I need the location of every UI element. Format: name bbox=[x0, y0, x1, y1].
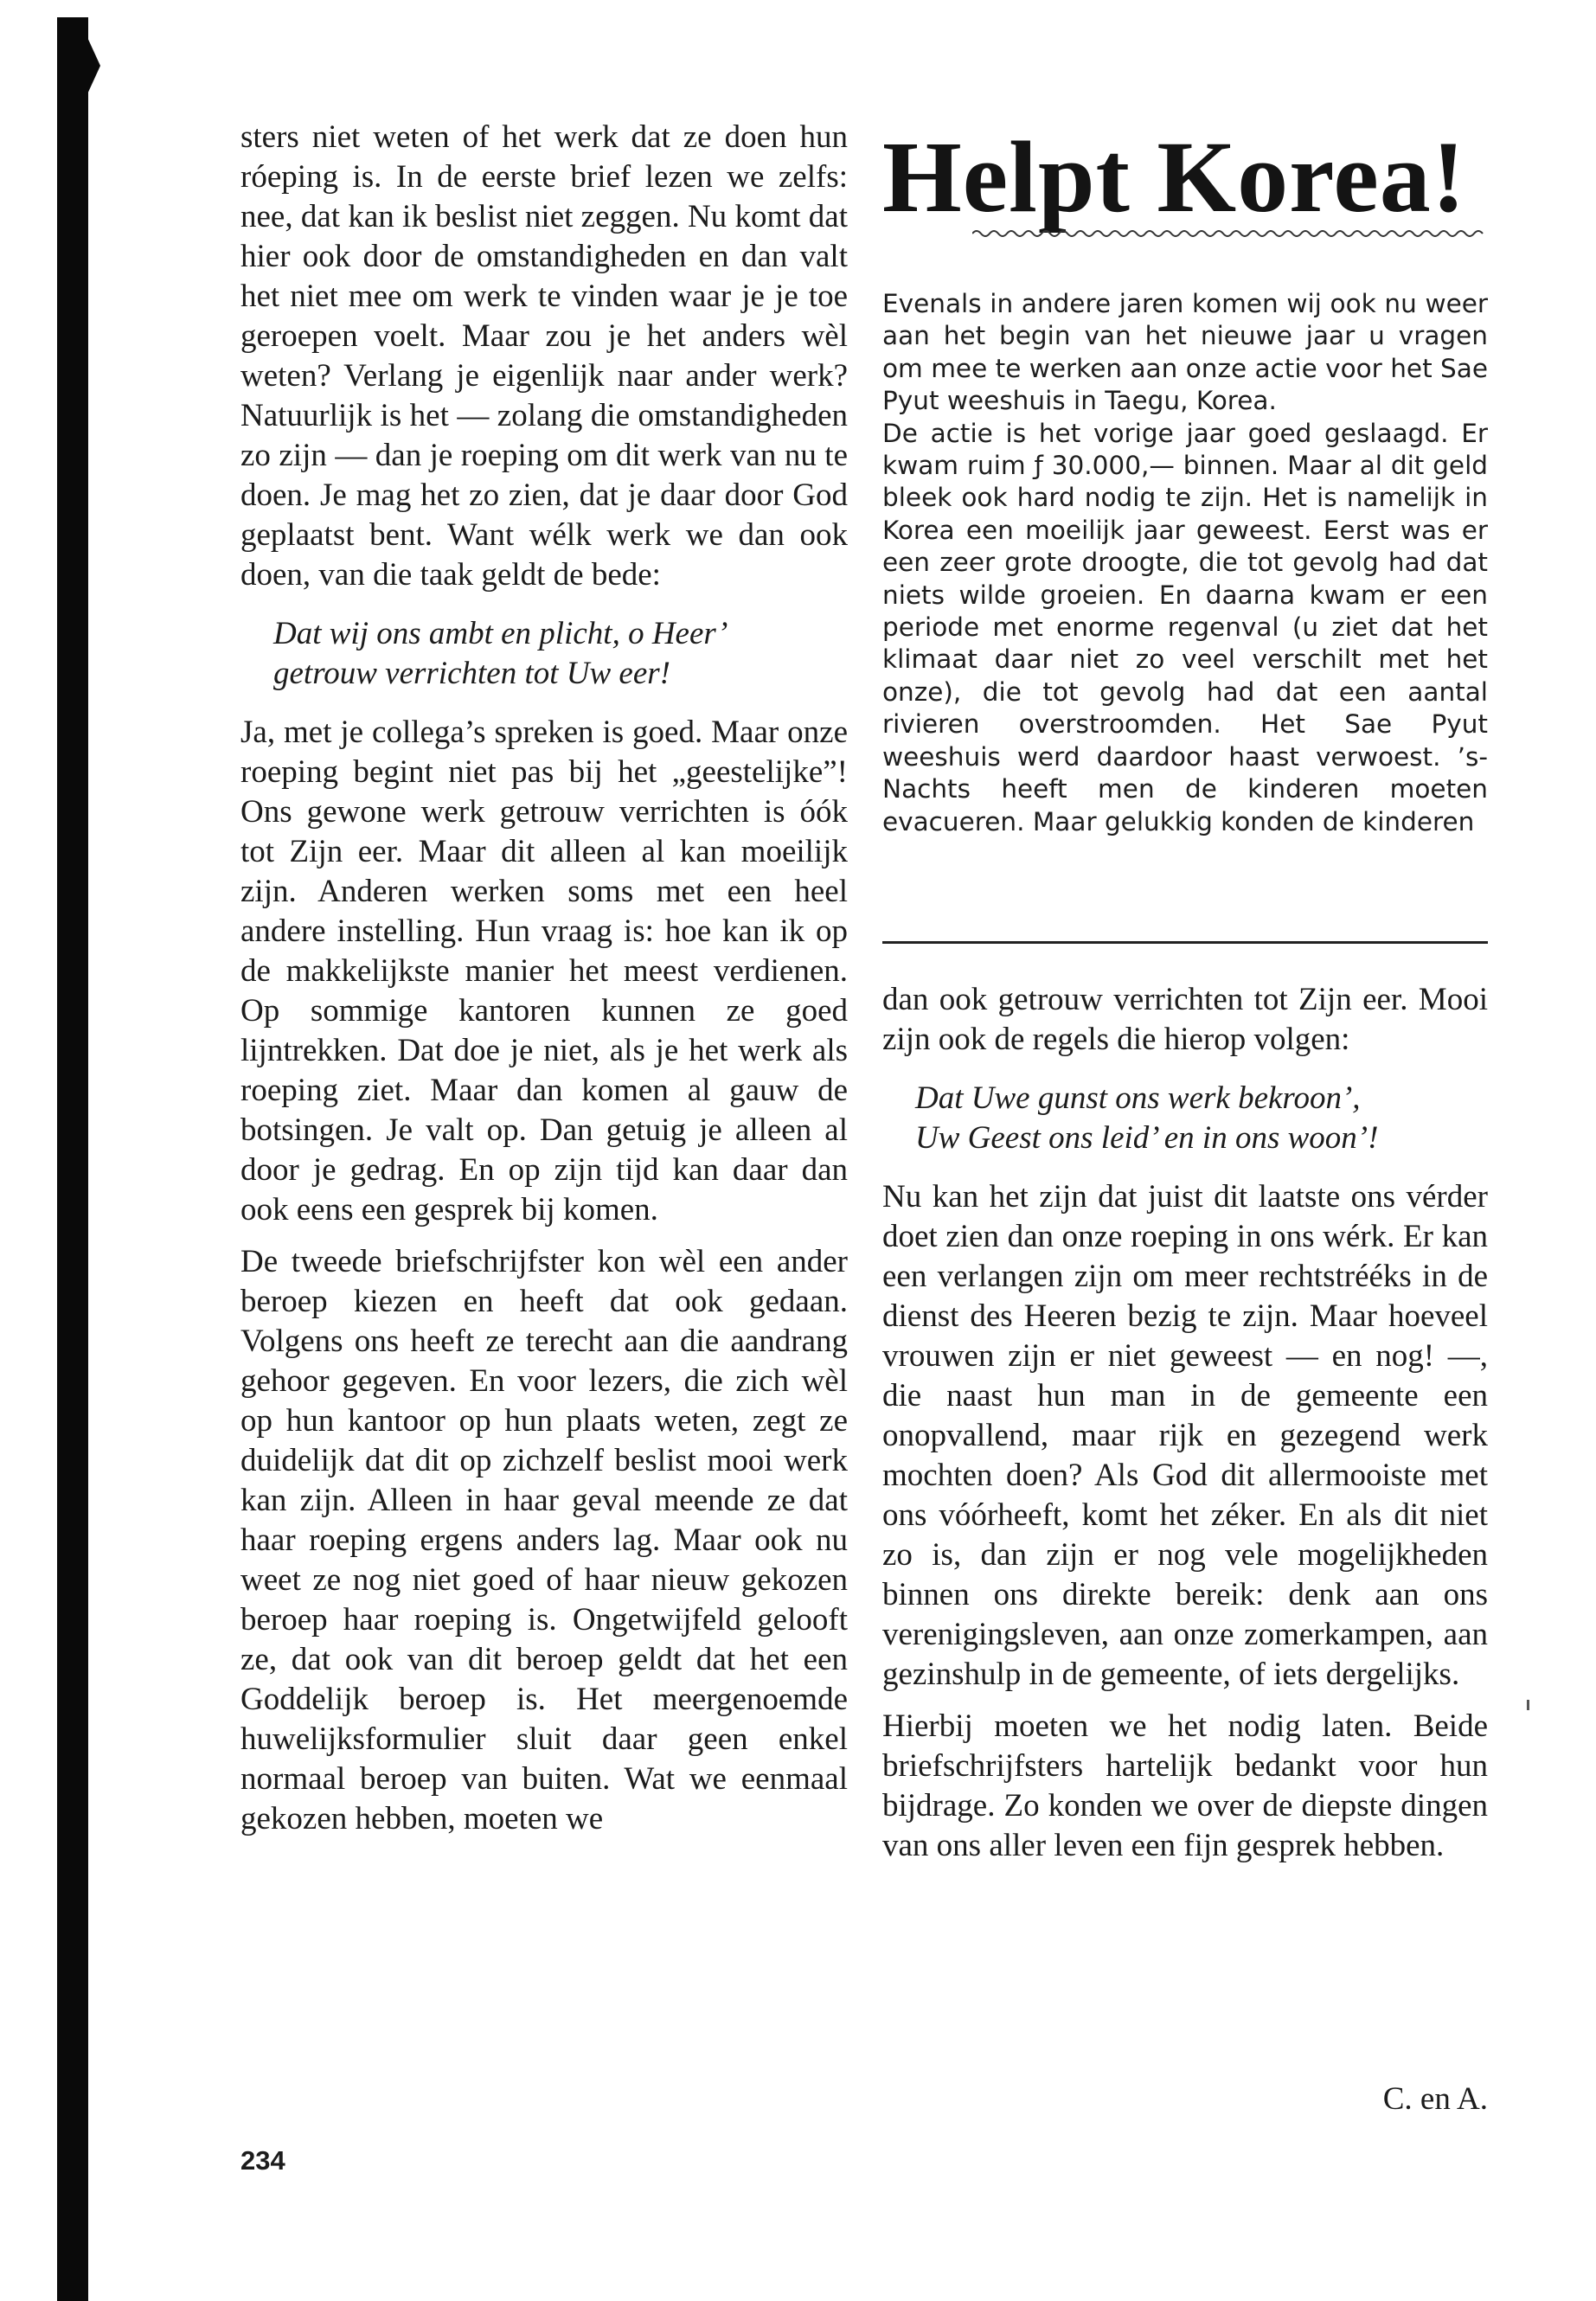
korea-article-body bbox=[882, 288, 1488, 838]
left-paragraph-3: De tweede briefschrijfster kon wèl een ander beroep kiezen en heeft dat ook gedaan. Volgens ons heeft ze terecht aan die aandrang gehoor gegeven. En voor lezers, die zich wèl op hun kantoor op hun plaats weten, zegt ze duidelijk dat dit op zichzelf beslist mooi werk kan zijn. Alleen in haar geval meende ze dat haar roeping ergens anders lag. Maar ook nu weet ze nog niet goed of haar nieuw gekozen beroep haar roeping is. Ongetwijfeld gelooft ze, dat ook van dit beroep geldt dat het een Goddelijk beroep is. Het meergenoemde huwelijksformulier sluit daar geen enkel normaal beroep van buiten. Wat we eenmaal gekozen hebben, moeten we bbox=[240, 1244, 848, 1836]
stray-print-mark bbox=[1527, 1700, 1529, 1710]
korea-box-bottom-rule bbox=[882, 941, 1488, 944]
right-column bbox=[882, 980, 1488, 1878]
right-paragraph-1: dan ook getrouw verrichten tot Zijn eer. Mooi zijn ook de regels die hierop volgen: bbox=[882, 982, 1488, 1057]
right-verse bbox=[915, 1079, 1488, 1158]
right-paragraph-2: Nu kan het zijn dat juist dit laatste ons vérder doet zien dan onze roeping in ons wérk. Er kan een verlangen zijn om meer rechtstrééks in de dienst des Heeren bezig te zijn. Maar hoeveel vrouwen zijn er niet geweest — en nog! —, die naast hun man in de gemeente een onopvallend, maar rijk en gezegend werk mochten doen? Als God dit allermooiste met ons vóórheeft, komt het zéker. En als dit niet zo is, dan zijn er nog vele mogelijkheden binnen ons direkte bereik: denk aan ons verenigingsleven, aan onze zomerkampen, aan gezinshulp in de gemeente, of iets dergelijks. bbox=[882, 1179, 1488, 1692]
title-wavy-rule bbox=[972, 227, 1491, 240]
korea-article-title: Helpt Korea! bbox=[882, 120, 1467, 234]
right-verse-line-1: Dat Uwe gunst ons werk bekroon’, bbox=[915, 1080, 1361, 1116]
left-verse-line-1: Dat wij ons ambt en plicht, o Heer’ bbox=[273, 616, 728, 651]
binding-notch bbox=[81, 24, 100, 107]
page-number: 234 bbox=[240, 2145, 285, 2176]
signature: C. en A. bbox=[1382, 2081, 1488, 2117]
left-paragraph-2: Ja, met je collega’s spreken is goed. Maar onze roeping begint niet pas bij het „geestelijke”! Ons gewone werk getrouw verrichten is óók tot Zijn eer. Maar dit alleen al kan moeilijk zijn. Anderen werken soms met een heel andere instelling. Hun vraag is: hoe kan ik op de makkelijkste manier het meest verdienen. Op sommige kantoren kunnen ze goed lijntrekken. Dat doe je niet, als je het werk als roeping ziet. Maar dan komen al gauw de botsingen. Je valt op. Dan getuig je alleen al door je gedrag. En op zijn tijd kan daar dan ook eens een gesprek bij komen. bbox=[240, 715, 848, 1227]
korea-paragraph-2: De actie is het vorige jaar goed geslaagd. Er kwam ruim ƒ 30.000,— binnen. Maar al dit geld bleek ook hard nodig te zijn. Het is namelijk in Korea een moeilijk jaar geweest. Eerst was er een zeer grote droogte, die tot gevolg had dat niets wilde groeien. En daarna kwam er een periode met enorme regenval (u ziet dat het klimaat daar niet zo veel verschilt met het onze), die tot gevolg had dat een aantal rivieren overstroomden. Het Sae Pyut weeshuis werd daardoor haast verwoest. ’s-Nachts heeft men de kinderen moeten evacueren. Maar gelukkig konden de kinderen bbox=[882, 418, 1488, 836]
right-paragraph-3: Hierbij moeten we het nodig laten. Beide briefschrijfsters hartelijk bedankt voor hun bijdrage. Zo konden we over de diepste dingen van ons aller leven een fijn gesprek hebben. bbox=[882, 1708, 1488, 1863]
page-binding-edge bbox=[57, 17, 88, 2301]
right-verse-line-2: Uw Geest ons leid’ en in ons woon’! bbox=[915, 1120, 1379, 1156]
left-paragraph-1: sters niet weten of het werk dat ze doen hun róeping is. In de eerste brief lezen we zelfs: nee, dat kan ik beslist niet zeggen. Nu komt dat hier ook door de omstandigheden en dan valt het niet mee om werk te vinden waar je je toe geroepen voelt. Maar zou je het anders wèl weten? Verlang je eigenlijk naar ander werk? Natuurlijk is het — zolang die omstandigheden zo zijn — dan je roeping om dit werk van nu te doen. Je mag het zo zien, dat je daar door God geplaatst bent. Want wélk werk we dan ook doen, van die taak geldt de bede: bbox=[240, 119, 848, 593]
left-column bbox=[240, 118, 848, 1851]
korea-paragraph-1: Evenals in andere jaren komen wij ook nu weer aan het begin van het nieuwe jaar u vragen om mee te werken aan onze actie voor het Sae Pyut weeshuis in Taegu, Korea. bbox=[882, 289, 1488, 416]
left-verse bbox=[273, 614, 848, 694]
left-verse-line-2: getrouw verrichten tot Uw eer! bbox=[273, 656, 670, 691]
